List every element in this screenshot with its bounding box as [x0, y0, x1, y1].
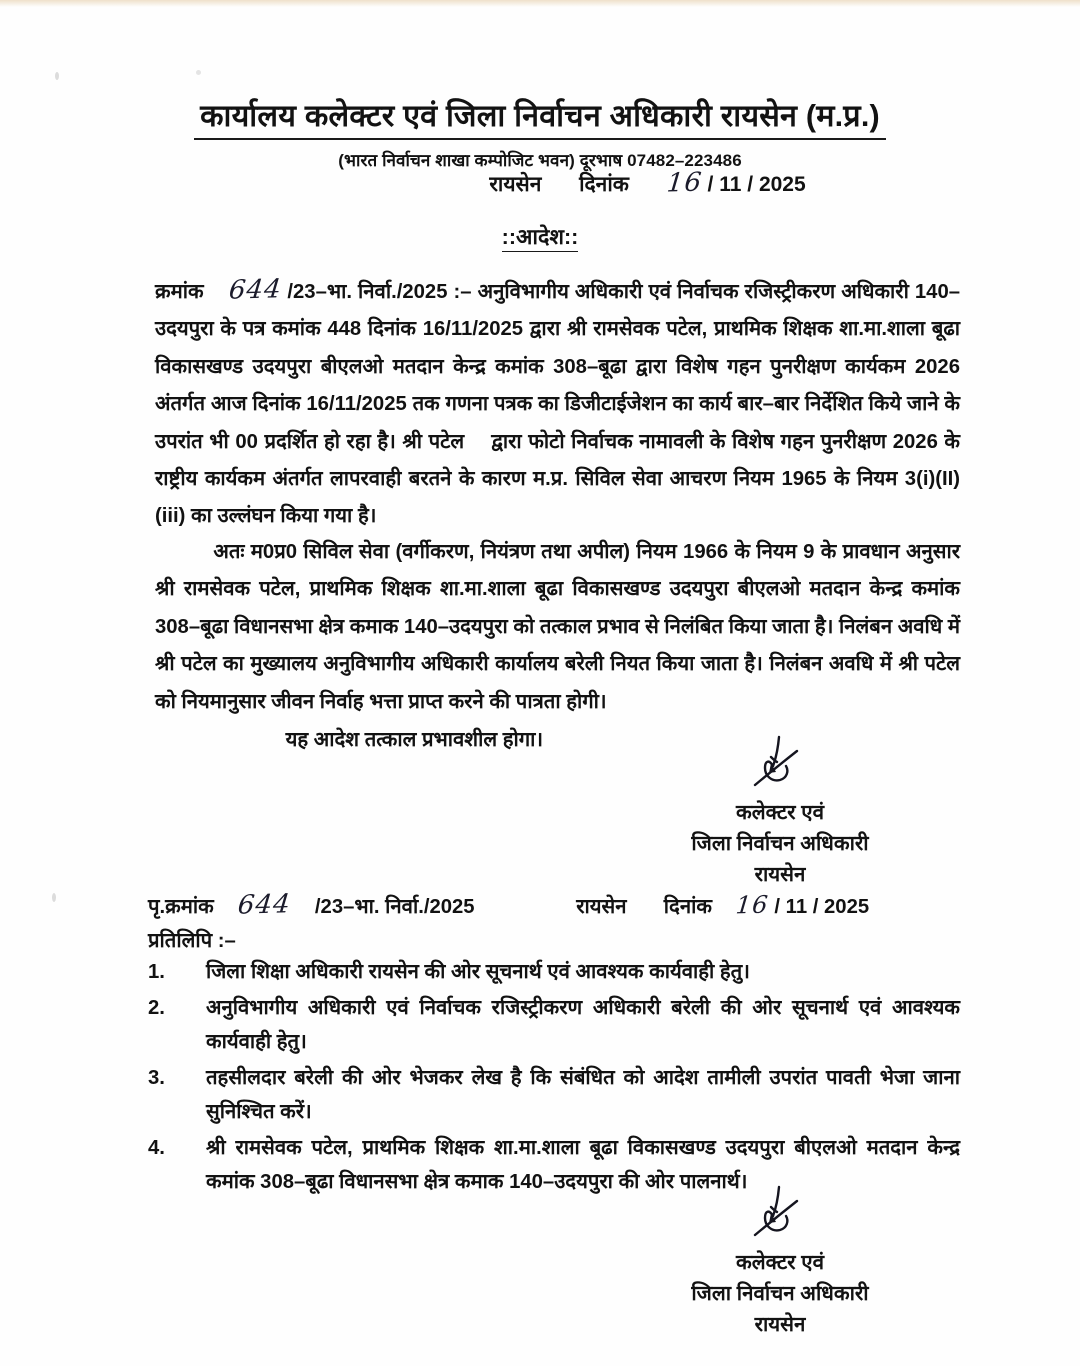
header-place-label: रायसेन: [489, 173, 542, 196]
kramank-label: क्रमांक: [155, 281, 204, 303]
list-item: [148, 1061, 960, 1130]
copy-item-number: 4.: [148, 1136, 165, 1159]
scan-speck: [55, 72, 59, 80]
signature-designation-line-2: जिला निर्वाचन अधिकारी: [691, 1282, 869, 1305]
header-date-day-handwritten: 16: [665, 167, 704, 199]
signature-designation-line-2: जिला निर्वाचन अधिकारी: [691, 832, 869, 855]
endorsement-date-label: दिनांक: [663, 896, 712, 918]
paragraph-1-text-tail: द्वारा फोटो निर्वाचक नामावली के विशेष गहन पुनरीक्षण 2026 के राष्ट्रीय कार्यकम अंतर्गत लापरवाही बरतने के कारण म.प्र. सिविल सेवा आचरण नियम 1965 के नियम 3(i)(II)(iii) का उल्लंघन किया गया है।: [155, 430, 960, 528]
signature-designation-line-1: कलेक्टर एवं: [736, 801, 824, 824]
endorsement-kramank-group: [148, 890, 475, 920]
copy-item-text: अनुविभागीय अधिकारी एवं निर्वाचक रजिस्ट्रीकरण अधिकारी बरेली की ओर सूचनार्थ एवं आवश्यक कार्यवाही हेतु।: [206, 996, 960, 1053]
list-item: [148, 955, 960, 990]
paragraph-1-text: अनुविभागीय अधिकारी एवं निर्वाचक रजिस्ट्रीकरण अधिकारी 140–उदयपुरा के पत्र कमांक 448 दिनांक 16/11/2025 द्वारा श्री रामसेवक पटेल, प्राथमिक शिक्षक शा.मा.शाला बूढा विकासखण्ड उदयपुरा बीएलओ मतदान केन्द्र कमांक 308–बूढा द्वारा विशेष गहन पुनरीक्षण कार्यकम 2026 अंतर्गत आज दिनांक 16/11/2025 तक गणना पत्रक का डिजीटाईजेशन का कार्य बार–बार निर्देशित किये जाने के उपरांत भी 00 प्रदर्शित हो रहा है।: [155, 281, 960, 453]
scan-edge-tint: [0, 0, 1080, 7]
signature-mark-icon: [570, 735, 990, 797]
office-title: कार्यालय कलेक्टर एवं जिला निर्वाचन अधिकारी रायसेन (म.प्र.): [194, 98, 886, 140]
endorsement-date-sep-1: /: [774, 896, 781, 918]
paragraph-2-bold-name-1: श्री पटेल: [155, 653, 217, 676]
pratilipi-label: प्रतिलिपि :–: [148, 930, 236, 952]
paragraph-2-lead: अतः म0प्र0 सिविल सेवा (वर्गीकरण, नियंत्रण तथा अपील) नियम 1966 के नियम 9 के प्रावधान अनुसार: [213, 541, 960, 563]
endorsement-place-date-group: [576, 891, 869, 919]
scan-speck: [196, 70, 201, 75]
signature-designation-line-3: रायसेन: [754, 863, 806, 886]
copy-item-number: 2.: [148, 996, 165, 1019]
endorsement-date-month: 11: [785, 896, 808, 918]
copy-item-number: 3.: [148, 1066, 165, 1089]
signature-block-secondary: [570, 1185, 990, 1340]
endorsement-row: [148, 890, 978, 920]
endorsement-place-label: रायसेन: [576, 896, 627, 918]
copy-item-text-bold: श्री रामसेवक पटेल, प्राथमिक शिक्षक शा.मा.शाला बूढा विकासखण्ड उदयपुरा बीएलओ मतदान केन्द्र कमांक 308–बूढा विधानसभा क्षेत्र कमाक 140–उदयपुरा: [206, 1136, 960, 1193]
kramank-suffix: /23–भा. निर्वा./2025 :–: [287, 281, 472, 303]
endorsement-date-sep-2: /: [812, 896, 819, 918]
copy-item-text: जिला शिक्षा अधिकारी रायसेन की ओर सूचनार्थ एवं आवश्यक कार्यवाही हेतु।: [206, 961, 750, 983]
header-date-year: 2025: [758, 173, 806, 196]
paragraph-2-bold-name-2: श्री पटेल: [898, 653, 961, 676]
paragraph-2-tail: को नियमानुसार जीवन निर्वाह भत्ता प्राप्त करने की पात्रता होगी।: [155, 690, 607, 713]
scan-speck: [52, 893, 56, 902]
header-date-sep-1: /: [707, 173, 714, 196]
closing-line: यह आदेश तत्काल प्रभावशील होगा।: [285, 729, 544, 751]
list-item: [148, 991, 960, 1060]
signature-block-primary: [570, 735, 990, 890]
paragraph-1-bold-name: श्री पटेल: [402, 430, 465, 453]
paragraph-2-bold-subject: श्री रामसेवक पटेल, प्राथमिक शिक्षक शा.मा.शाला बूढा विकासखण्ड उदयपुरा बीएलओ मतदान केन्द्र कमांक 308–बूढा विधानसभा क्षेत्र कमाक 140–उदयपुरा: [155, 578, 960, 638]
copy-item-number: 1.: [148, 961, 165, 983]
header-date-sep-2: /: [747, 173, 754, 196]
header-date-month: 11: [719, 173, 742, 196]
header-place-date: [0, 168, 1080, 198]
copy-item-text: तहसीलदार बरेली की ओर भेजकर लेख है कि संबंधित को आदेश तामीली उपरांत पावती भेजा जाना सुनिश्चित करें।: [206, 1066, 960, 1123]
order-heading-text: ::आदेश::: [502, 225, 579, 252]
copy-item-text-tail: की ओर पालनार्थ।: [618, 1171, 748, 1193]
endorsement-kramank-handwritten: 644: [236, 889, 293, 921]
office-subtitle: (भारत निर्वाचन शाखा कम्पोजिट भवन) दूरभाष 07482–223486: [338, 151, 742, 171]
signature-mark-icon: [570, 1185, 990, 1247]
endorsement-date-year: 2025: [824, 896, 870, 918]
copy-distribution-list: [148, 955, 960, 1201]
order-paragraph-1: [155, 272, 960, 536]
endorsement-kramank-label: पृ.क्रमांक: [148, 896, 214, 918]
endorsement-kramank-suffix: /23–भा. निर्वा./2025: [314, 896, 475, 918]
order-paragraph-2: [155, 534, 960, 721]
signature-designation-line-3: रायसेन: [754, 1313, 806, 1336]
kramank-handwritten-value: 644: [227, 274, 283, 306]
order-heading: [0, 222, 1080, 251]
paragraph-2-mid: को तत्काल प्रभाव से निलंबित किया जाता है। निलंबन अवधि में: [513, 615, 961, 638]
header-date-label: दिनांक: [579, 173, 629, 196]
letterhead: [0, 98, 1080, 171]
endorsement-date-day-handwritten: 16: [734, 890, 771, 920]
paragraph-2-mid-2: का मुख्यालय अनुविभागीय अधिकारी कार्यालय बरेली नियत किया जाता है। निलंबन अवधि में: [223, 653, 892, 676]
signature-designation-line-1: कलेक्टर एवं: [736, 1251, 824, 1274]
